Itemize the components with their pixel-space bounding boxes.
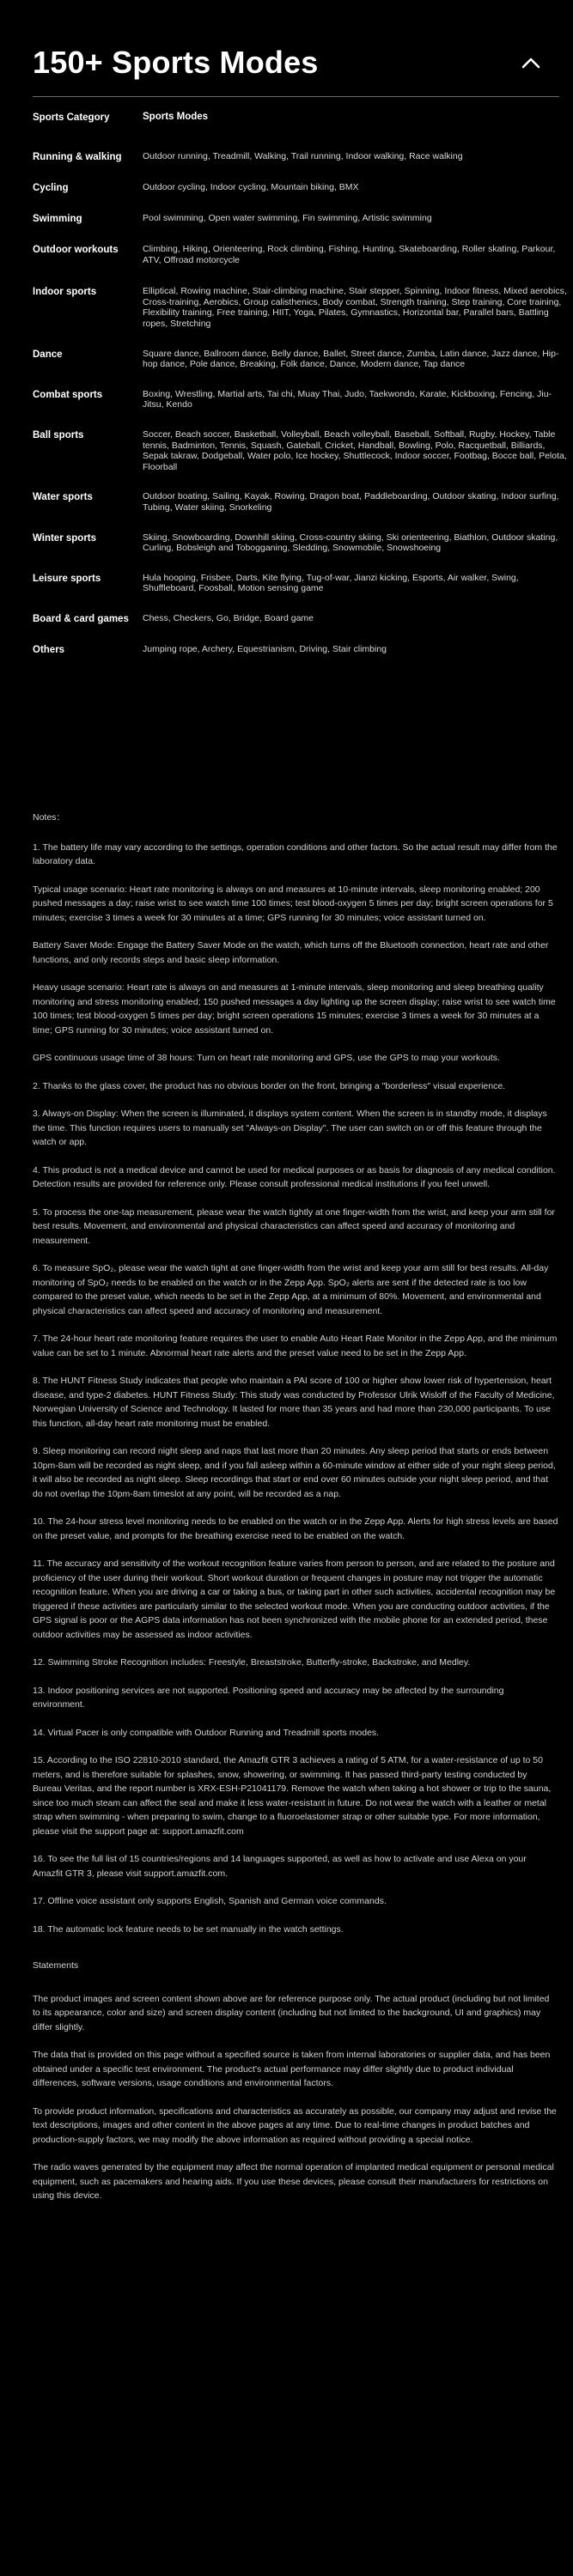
row-category: Outdoor workouts — [33, 245, 119, 255]
row-category: Cycling — [33, 183, 69, 193]
table-row — [33, 349, 567, 370]
note-paragraph: 16. To see the full list of 15 countries/regions and 14 languages supported, as well as how to activate and use Alexa on your Amazfit GTR 3, please visit support.amazfit.com. — [33, 1854, 527, 1879]
note-paragraph: 1. The battery life may vary according to the settings, operation conditions and other factors. So the actual result may differ from the laboratory data. — [33, 841, 558, 866]
note-paragraph: GPS continuous usage time of 38 hours: Turn on heart rate monitoring and GPS, use the GPS to map your workouts. — [33, 1053, 500, 1063]
row-modes: Outdoor cycling, Indoor cycling, Mountain biking, BMX — [143, 182, 359, 192]
note-paragraph: 12. Swimming Stroke Recognition includes: Freestyle, Breaststroke, Butterfly-stroke, Backstroke, and Medley. — [33, 1657, 471, 1668]
note-paragraph: 4. This product is not a medical device and cannot be used for medical purposes or as basis for diagnosis of any medical condition. Detection results are provided for reference only. Please consult professional medical institutions if you feel unwell. — [33, 1164, 556, 1189]
row-modes: Skiing, Snowboarding, Downhill skiing, Cross-country skiing, Ski orienteering, Biathlon, Outdoor skating, Curling, Bobsleigh and Tobogganing, Sledding, Snowmobile, Snowshoeing — [143, 532, 558, 554]
table-row — [33, 286, 567, 329]
sports-modes-table — [33, 112, 567, 665]
row-category: Dance — [33, 349, 63, 360]
note-paragraph: 13. Indoor positioning services are not supported. Positioning speed and accuracy may be affected by the surrounding environment. — [33, 1685, 504, 1710]
row-category: Board & card games — [33, 613, 129, 624]
row-category: Running & walking — [33, 152, 122, 162]
note-paragraph: 6. To measure SpO₂, please wear the watch tight at one finger-width from the wrist and keep your arm still for best results. All-day monitoring of SpO₂ needs to be enabled on the watch or in the Zepp App. SpO₂ alerts are sent if the detected rate is too low compared to the preset value, which needs to be set in the Zepp App, at a minimum of 80%. Movement, and environmental and physical characteristics can affect speed and accuracy of monitoring and measurement. — [33, 1263, 549, 1316]
table-row — [33, 644, 567, 656]
statement-paragraph: The data that is provided on this page without a specified source is taken from internal laboratories or supplier data, and has been obtained under a specific test environment. The product's actual performance may differ slightly due to product individual differences, software versions, usage conditions and environmental factors. — [33, 2050, 551, 2088]
table-row — [33, 491, 567, 513]
row-modes: Elliptical, Rowing machine, Stair-climbing machine, Stair stepper, Spinning, Indoor fitness, Mixed aerobics, Cross-training, Aerobics, Group calisthenics, Body combat, Strength training, Step training, Core training, Flexibility training, Free training, HIIT, Yoga, Pilates, Gymnastics, Horizontal bar, Parallel bars, Battling ropes, Stretching — [143, 286, 567, 329]
row-category: Winter sports — [33, 532, 97, 544]
column-header-category: Sports Category — [33, 112, 110, 123]
divider — [33, 96, 559, 97]
row-category: Leisure sports — [33, 573, 101, 584]
note-paragraph: 5. To process the one-tap measurement, please wear the watch tightly at one finger-width from the wrist, and keep your arm still for best results. Movement, and environmental and physical characteristics can affect speed and accuracy of monitoring and measurement. — [33, 1206, 555, 1246]
note-paragraph: 15. According to the ISO 22810-2010 standard, the Amazfit GTR 3 achieves a rating of 5 ATM, for a water-resistance of up to 50 meters, and is therefore suitable for splashes, snow, showering, or swimming. It has passed third-party testing conducted by Bureau Veritas, and the report number is XRX-ESH-P21041179. Remove the watch when taking a hot shower or trip to the sauna, since too much steam can affect the seal and make it less water-resistant in future. Do not wear the watch with a leather or metal strap when swimming - when preparing to swim, change to a fluoroelastomer strap or other suitable type. For more information, please visit the support page at: support.amazfit.com — [33, 1755, 552, 1837]
row-modes: Pool swimming, Open water swimming, Fin swimming, Artistic swimming — [143, 213, 432, 223]
note-paragraph: Heavy usage scenario: Heart rate is always on and measures at 1-minute intervals, sleep monitoring and sleep breathing quality monitoring and stress monitoring enabled; 150 pushed messages a day lighting up the screen display; raise wrist to see watch time 100 times; test blood-oxygen 5 times per day; bright screen operations 15 minutes; exercise 3 times a week for 30 minutes at a time; GPS running for 30 minutes; voice assistant turned on. — [33, 982, 556, 1036]
row-modes: Boxing, Wrestling, Martial arts, Tai chi, Muay Thai, Judo, Taekwondo, Karate, Kickboxing, Fencing, Jiu-Jitsu, Kendo — [143, 388, 552, 410]
note-paragraph: 10. The 24-hour stress level monitoring needs to be enabled on the watch or in the Zepp App. Alerts for high stress levels are based on the preset value, and prompts for the breathing exercise need to be enabled on the watch. — [33, 1516, 558, 1541]
table-row — [33, 613, 567, 625]
row-category: Indoor sports — [33, 287, 97, 298]
note-paragraph: 8. The HUNT Fitness Study indicates that people who maintain a PAI score of 100 or higher show lower risk of hypertension, heart disease, and type-2 diabetes. HUNT Fitness Study: This study was conducted by Professor Ulrik Wisloff of the Faculty of Medicine, Norwegian University of Science and Technology. It lasted for more than 35 years and had more than 230,000 participants. To use this function, all-day heart rate monitoring must be enabled. — [33, 1376, 555, 1429]
row-category: Swimming — [33, 214, 82, 224]
table-row — [33, 244, 567, 265]
row-modes: Outdoor running, Treadmill, Walking, Trail running, Indoor walking, Race walking — [143, 151, 463, 161]
column-header-modes: Sports Modes — [143, 112, 209, 122]
collapse-button[interactable] — [518, 50, 544, 76]
table-row — [33, 389, 567, 410]
row-category: Combat sports — [33, 389, 103, 400]
note-paragraph: 11. The accuracy and sensitivity of the workout recognition feature varies from person to person, and are related to the posture and proficiency of the user during their workout. Short workout duration or frequent changes in posture may not trigger the automatic recognition feature. When you are driving a car or taking a bus, or taking part in other such activities, accidental recognition may be triggered if these activities are particularly similar to the selected workout mode. When you are conducting outdoor activities, if the GPS signal is poor or the AGPS data information has not been synchronized with the mobile phone for an extended period, these outdoor activities may be assessed as indoor activities. — [33, 1558, 556, 1640]
row-modes: Hula hooping, Frisbee, Darts, Kite flying, Tug-of-war, Jianzi kicking, Esports, Air walker, Swing, Shuffleboard, Foosball, Motion sensing game — [143, 572, 519, 594]
row-modes: Square dance, Ballroom dance, Belly dance, Ballet, Street dance, Zumba, Latin dance, Jazz dance, Hip-hop dance, Pole dance, Breaking, Folk dance, Dance, Modern dance, Tap dance — [143, 348, 559, 370]
statement-paragraph: The radio waves generated by the equipment may affect the normal operation of implanted medical equipment or personal medical equipment, such as pacemakers and hearing aids. If you use these devices, please consult their manufacturers for restrictions on using this device. — [33, 2162, 554, 2201]
section-header — [33, 41, 544, 84]
statement-paragraph: To provide product information, specifications and characteristics as accurately as possible, our company may adjust and revise the text descriptions, images and other content in the above pages at any time. Due to real-time changes in product batches and production-supply factors, we may modify the above information as required without providing a special notice. — [33, 2105, 557, 2145]
note-paragraph: Typical usage scenario: Heart rate monitoring is always on and measures at 10-minute intervals, sleep monitoring enabled; 200 pushed messages a day; raise wrist to see watch time 100 times; test blood-oxygen 5 times per day; bright screen operations for 5 minutes; exercise 3 times a week for 30 minutes at a time; GPS running for 30 minutes; voice assistant turned on. — [33, 884, 553, 923]
table-row — [33, 151, 567, 163]
row-modes: Soccer, Beach soccer, Basketball, Volleyball, Beach volleyball, Baseball, Softball, Rugby, Hockey, Table tennis, Badminton, Tennis, Squash, Gateball, Cricket, Handball, Bowling, Polo, Racquetball, Billiards, Sepak takraw, Dodgeball, Water polo, Ice hockey, Shuttlecock, Indoor soccer, Footbag, Bocce ball, Pelota, Floorball — [143, 428, 567, 472]
note-paragraph: 3. Always-on Display: When the screen is illuminated, it displays system content. When the screen is in standby mode, it displays the time. This function requires users to manually set "Always-on Display". The user can switch on or off this feature through the watch or app. — [33, 1109, 547, 1147]
note-paragraph: Battery Saver Mode: Engage the Battery Saver Mode on the watch, which turns off the Bluetooth connection, heart rate and other functions, and only records steps and basic sleep information. — [33, 940, 549, 965]
note-paragraph: 14. Virtual Pacer is only compatible with Outdoor Running and Treadmill sports modes. — [33, 1727, 380, 1738]
table-row — [33, 532, 567, 554]
note-paragraph: 18. The automatic lock feature needs to be set manually in the watch settings. — [33, 1923, 344, 1935]
table-row — [33, 182, 567, 194]
table-row — [33, 429, 567, 472]
table-row — [33, 213, 567, 225]
notes-heading: Notes： — [33, 812, 65, 823]
note-paragraph: 17. Offline voice assistant only supports English, Spanish and German voice commands. — [33, 1896, 387, 1906]
note-paragraph: 7. The 24-hour heart rate monitoring feature requires the user to enable Auto Heart Rate Monitor in the Zepp App, and the minimum value can be set to 1 minute. Abnormal heart rate alerts and the preset value need to be set in the Zepp App. — [33, 1334, 558, 1358]
statements-heading: Statements — [33, 1960, 79, 1971]
note-paragraph: 9. Sleep monitoring can record night sleep and naps that last more than 20 minutes. Any sleep period that starts or ends between 10pm-8am will be recorded as night sleep, and if you fall asleep within a 60-minute window at either side of your night sleep period, it will also be recorded as night sleep. Sleep recordings that start or end over 60 minutes outside your night sleep period, and that do not overlap the 10pm-8am timeslot at any point, will be recorded as a nap. — [33, 1446, 556, 1499]
row-category: Water sports — [33, 492, 93, 503]
row-modes: Jumping rope, Archery, Equestrianism, Driving, Stair climbing — [143, 643, 387, 654]
row-category: Others — [33, 644, 65, 655]
note-paragraph: 2. Thanks to the glass cover, the product has no obvious border on the front, bringing a "borderless" visual experience. — [33, 1080, 506, 1091]
statement-paragraph: The product images and screen content shown above are for reference purpose only. The actual product (including but not limited to its appearance, color and size) and screen display content (including but not limited to the background, UI and graphics) may differ slightly. — [33, 1993, 550, 2032]
table-header — [33, 112, 567, 124]
chevron-up-icon — [521, 57, 540, 69]
row-modes: Chess, Checkers, Go, Bridge, Board game — [143, 612, 314, 623]
row-modes: Outdoor boating, Sailing, Kayak, Rowing, Dragon boat, Paddleboarding, Outdoor skating, Indoor surfing, Tubing, Water skiing, Snorkeling — [143, 491, 559, 513]
table-row — [33, 573, 567, 594]
row-category: Ball sports — [33, 429, 84, 440]
row-modes: Climbing, Hiking, Orienteering, Rock climbing, Fishing, Hunting, Skateboarding, Roller skating, Parkour, ATV, Offroad motorcycle — [143, 244, 556, 265]
page-title: 150+ Sports Modes — [33, 45, 319, 80]
notes-section — [33, 811, 558, 2217]
